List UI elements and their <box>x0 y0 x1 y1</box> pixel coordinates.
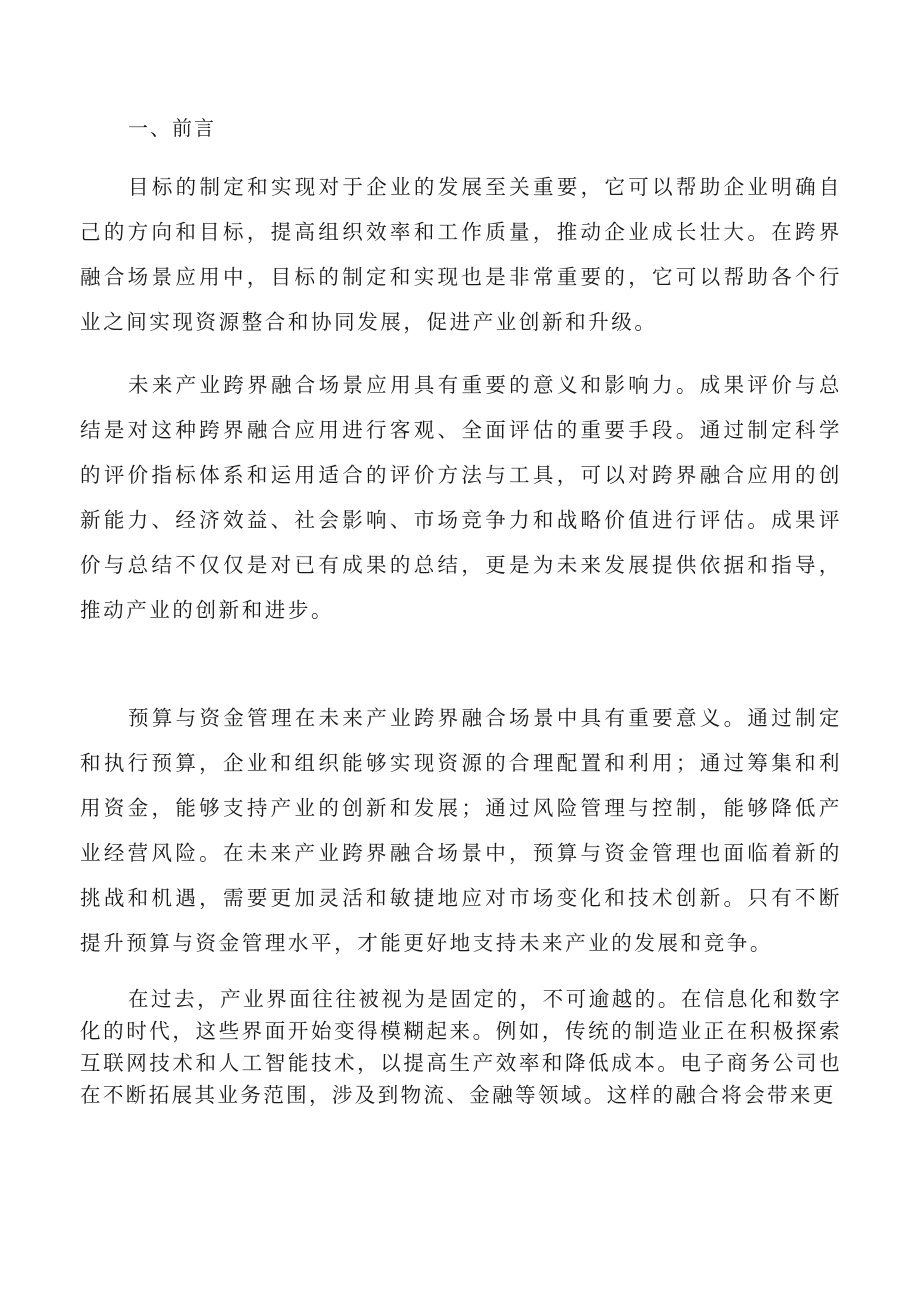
section-heading: 一、前言 <box>128 116 216 140</box>
paragraph-goals: 目标的制定和实现对于企业的发展至关重要，它可以帮助企业明确自己的方向和目标，提高组织效率和工作质量，推动企业成长壮大。在跨界融合场景应用中，目标的制定和实现也是非常重要的，它可以帮助各个行业之间实现资源整合和协同发展，促进产业创新和升级。 <box>80 175 842 334</box>
paragraph-budget: 预算与资金管理在未来产业跨界融合场景中具有重要意义。通过制定和执行预算，企业和组织能够实现资源的合理配置和利用；通过筹集和利用资金，能够支持产业的创新和发展；通过风险管理与控制，能够降低产业经营风险。在未来产业跨界融合场景中，预算与资金管理也面临着新的挑战和机遇，需要更加灵活和敏捷地应对市场变化和技术创新。只有不断提升预算与资金管理水平，才能更好地支持未来产业的发展和竞争。 <box>80 706 842 955</box>
paragraph-industry-boundaries: 在过去，产业界面往往被视为是固定的，不可逾越的。在信息化和数字化的时代，这些界面开始变得模糊起来。例如，传统的制造业正在积极探索互联网技术和人工智能技术，以提高生产效率和降低成本。电子商务公司也在不断拓展其业务范围，涉及到物流、金融等领域。这样的融合将会带来更 <box>80 987 842 1107</box>
paragraph-evaluation: 未来产业跨界融合场景应用具有重要的意义和影响力。成果评价与总结是对这种跨界融合应用进行客观、全面评估的重要手段。通过制定科学的评价指标体系和运用适合的评价方法与工具，可以对跨界融合应用的创新能力、经济效益、社会影响、市场竞争力和战略价值进行评估。成果评价与总结不仅仅是对已有成果的总结，更是为未来发展提供依据和指导，推动产业的创新和进步。 <box>80 373 842 622</box>
